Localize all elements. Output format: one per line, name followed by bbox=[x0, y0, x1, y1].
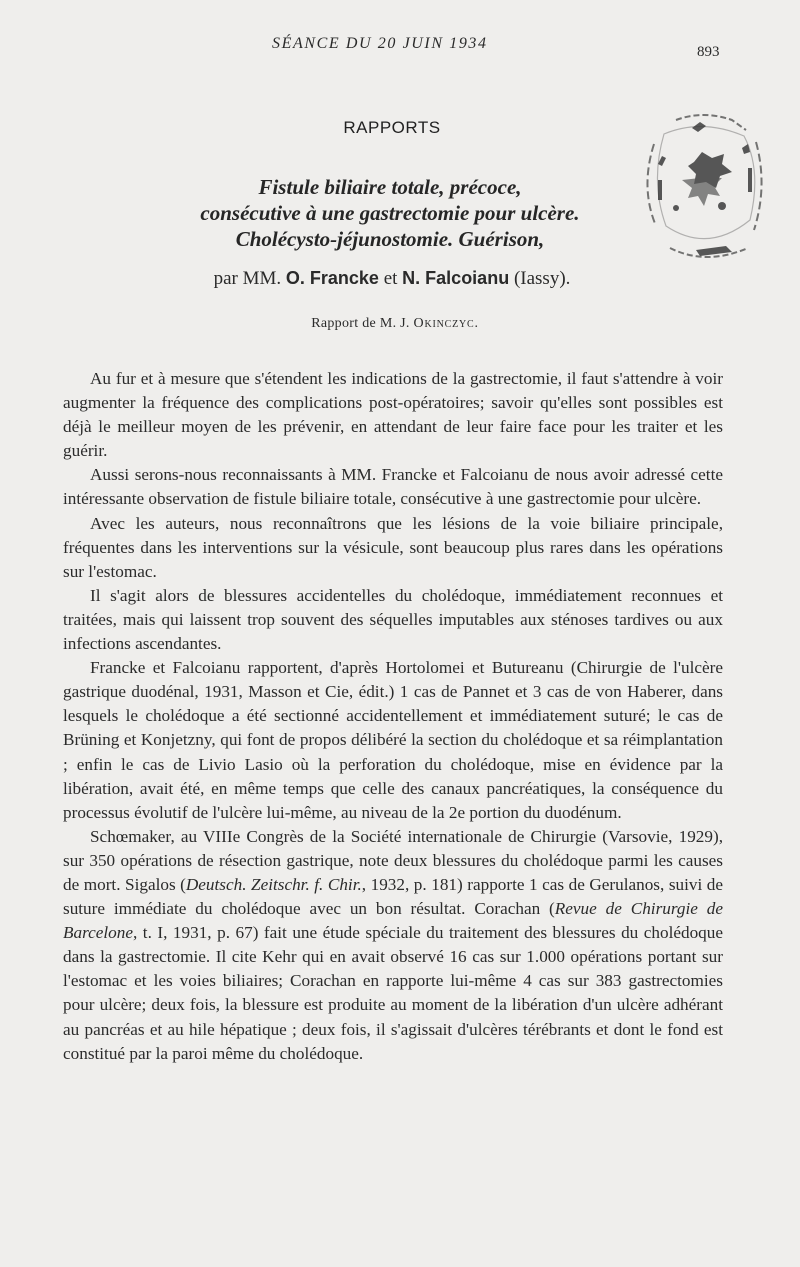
paragraph-6 bbox=[63, 825, 723, 1066]
journal-citation-deutsch: Deutsch. Zeitschr. f. Chir. bbox=[185, 874, 362, 894]
running-head: SÉANCE DU 20 JUIN 1934 bbox=[272, 35, 488, 52]
article-body bbox=[63, 367, 723, 1066]
paragraph-6-part-c: , t. I, 1931, p. 67) fait une étude spéciale du traitement des blessures du cholédoque dans la gastrectomie. Il cite Kehr qui en avait observé 16 cas sur 1.000 opérations portant sur l'estomac et les voies biliaires; Corachan en rapporte lui-même 4 cas sur 383 gastrectomies pour ulcère; deux fois, la blessure est produite au moment de la libération d'un ulcère adhérant au pancréas et au hile hépatique ; deux fois, il s'agissait d'ulcères térébrants et dont le fond est constitué par la paroi même du cholédoque. bbox=[63, 923, 723, 1063]
article-title-line-3: Cholécysto-jéjunostomie. Guérison, bbox=[235, 227, 545, 251]
journal-citation-barcelone: Revue de Chirurgie de Barcelone bbox=[63, 899, 724, 943]
section-title: RAPPORTS bbox=[343, 118, 441, 137]
article-title-line-2: consécutive à une gastrectomie pour ulcère. bbox=[200, 201, 580, 225]
byline-prefix: par MM. bbox=[213, 268, 286, 289]
report-attribution bbox=[0, 316, 790, 332]
paragraph-3: Avec les auteurs, nous reconnaîtrons que les lésions de la voie biliaire principale, fréquentes dans les interventions sur la vésicule, sont beaucoup plus rares dans les opérations sur l'estomac. bbox=[63, 513, 723, 581]
page-number: 893 bbox=[697, 44, 720, 60]
byline-place: (Iassy). bbox=[509, 268, 571, 289]
article-title-line-1: Fistule biliaire totale, précoce, bbox=[258, 175, 522, 199]
report-prefix: Rapport de M. J. bbox=[311, 316, 414, 331]
paragraph-5: Francke et Falcoianu rapportent, d'après Hortolomei et Butureanu (Chirurgie de l'ulcère gastrique duodénal, 1931, Masson et Cie, édit.) 1 cas de Pannet et 3 cas de von Haberer, dans lesquels le cholédoque a été sectionné accidentellement et immédiatement suturé; le cas de Brüning et Konjetzny, qui font de propos délibéré la section du cholédoque et sa réimplantation ; enfin le cas de Livio Lasio où la perforation du cholédoque, mise en évidence par la libération, avait été, en même temps que celle des canaux pancréatiques, la conséquence du processus évolutif de l'ulcère lui-même, au niveau de la 2e portion du duodénum. bbox=[63, 658, 723, 822]
author-falcoianu: N. Falcoianu bbox=[402, 268, 510, 288]
byline-conjunction: et bbox=[378, 268, 403, 289]
byline bbox=[0, 268, 784, 290]
paragraph-4: Il s'agit alors de blessures accidentelles du cholédoque, immédiatement reconnues et traitées, mais qui laissent trop souvent des séquelles imputables aux sténoses tardives ou aux infections ascendantes. bbox=[63, 585, 723, 654]
reporter-name: Okinczyc. bbox=[413, 316, 479, 331]
author-francke: O. Francke bbox=[285, 268, 379, 288]
paragraph-2: Aussi serons-nous reconnaissants à MM. Francke et Falcoianu de nous avoir adressé cette intéressante observation de fistule biliaire totale, consécutive à une gastrectomie pour ulcère. bbox=[63, 465, 723, 509]
paragraph-6-part-b: , 1932, p. 181) rapporte 1 cas de Gerulanos, suivi de suture immédiate du cholédoque avec un bon résultat. Corachan ( bbox=[63, 874, 723, 919]
article-title bbox=[120, 174, 660, 252]
paragraph-1: Au fur et à mesure que s'étendent les indications de la gastrectomie, il faut s'attendre à voir augmenter la fréquence des complications post-opératoires; savoir qu'elles sont possibles est déjà le meilleur moyen de les prévenir, en attendant de leur faire face pour les traiter et les guérir. bbox=[63, 369, 723, 461]
paragraph-6-part-a: Schœmaker, au VIIIe Congrès de la Société internationale de Chirurgie (Varsovie, 1929), sur 350 opérations de résection gastrique, note deux blessures du cholédoque parmi les causes de mort. Sigalos ( bbox=[63, 826, 723, 894]
